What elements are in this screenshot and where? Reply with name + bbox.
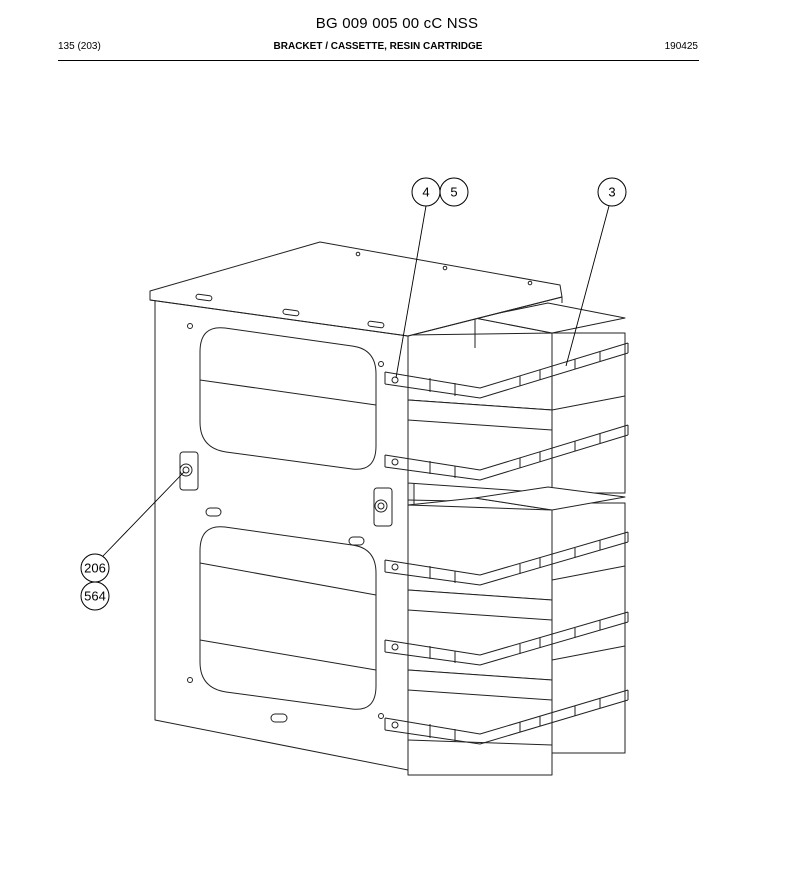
svg-text:5: 5 <box>450 184 458 200</box>
part-description: BRACKET / CASSETTE, RESIN CARTRIDGE <box>273 41 483 52</box>
bolt-left <box>180 452 198 490</box>
callout-3 <box>598 178 626 206</box>
cartridge-box <box>408 590 552 680</box>
svg-text:206: 206 <box>84 560 106 576</box>
callout-4 <box>412 178 440 206</box>
callout-5 <box>440 178 468 206</box>
svg-text:4: 4 <box>422 184 430 200</box>
cartridge-box <box>408 670 552 775</box>
cartridge-box <box>408 505 552 600</box>
svg-text:3: 3 <box>608 184 616 200</box>
cartridge-box <box>408 400 552 493</box>
date-code: 190425 <box>664 41 698 52</box>
callout-564 <box>81 582 109 610</box>
document-number: BG 009 005 00 cC NSS <box>315 15 479 32</box>
lower-window-cutout <box>200 527 376 710</box>
upper-window-cutout <box>200 328 376 470</box>
resin-cartridge-stack <box>408 303 625 775</box>
page-number: 135 (203) <box>58 41 101 52</box>
callout-206 <box>81 554 109 582</box>
cartridge-box <box>552 503 625 753</box>
bolt-right <box>374 488 392 526</box>
svg-text:564: 564 <box>84 588 106 604</box>
